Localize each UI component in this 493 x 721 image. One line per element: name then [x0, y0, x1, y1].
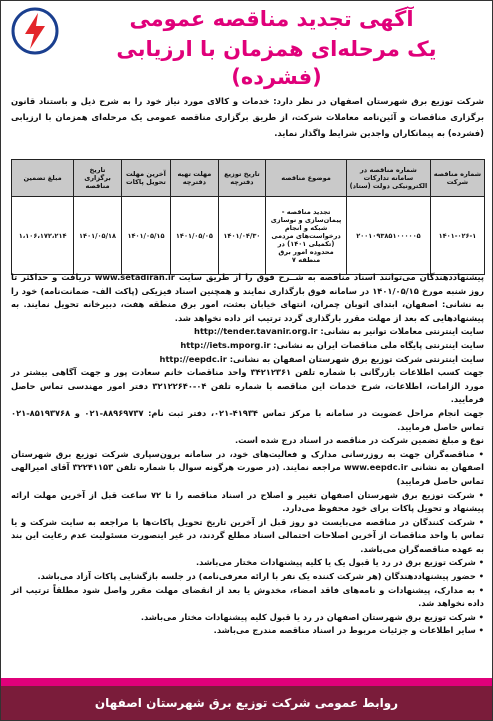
table-row [12, 197, 485, 275]
intro-paragraph: شرکت توزیع برق شهرستان اصفهان در نظر دارد: خدمات و کالای مورد نیاز خود را به شرح ذیل و باستناد قانون برگزاری مناقصات و آئین‌نامه معاملات شرکت، از طریق برگزاری مناقصه عمومی یک مرحله‌ای همزمان با ارزیابی (فشرده) به پیمانکاران واجدین شرایط واگذار نماید. [11, 96, 484, 138]
footer-banner: روابط عمومی شرکت توزیع برق شهرستان اصفهان [1, 686, 492, 720]
envelope-deadline: ۱۴۰۱/۰۵/۱۵ [121, 197, 170, 275]
table-header-cell: تاریخ توزیع دفترچه [218, 160, 266, 197]
booklet-deadline: ۱۴۰۱/۰۵/۰۵ [171, 197, 219, 275]
bullet-item: • شرکت کنندگان در مناقصه می‌بایست دو روز قبل از آخرین تاریخ تحویل پاکات‌ها با مراجعه به سایت شرکت و یا تماس با واحد مناقصات از آخرین اصلاحات احتمالی اسناد مطلع گردند، در غیر اینصورت مسئولیت عدم رعایت این بند به عهده مناقصه‌گران می‌باشد. [11, 516, 484, 554]
body-paragraph: پیشنهاددهندگان می‌توانند اسناد مناقصه به شــرح فوق را از طریق سایت www.setadiran.ir دریافت و حداکثر تا روز شنبه مورخ ۱۴۰۱/۰۵/۱۵ در سامانه فوق بارگذاری نمایند و همچنین اسناد فیزیکی (پاکت الف- ضمانت‌نامه) خود را به نشانی: اصفهان، ابتدای اتوبان چمران، انتهای خیابان بعثت، امور برق منطقه هفت، دبیرخانه تحویل نمایند. به پیشنهادهایی که بعد از مهلت مقرر بارگذاری گردد ترتیب اثر داده نخواهد شد. [11, 272, 484, 323]
notice-body [11, 271, 484, 638]
body-paragraph: جهت کسب اطلاعات بازرگانی با شماره تلفن ۳۴۲۱۲۳۶۱ واحد مناقصات خانم سعادت پور و جهت آگاهی بیشتر در مورد الزامات، اطلاعات، شرح خدمات این مناقصه با شماره تلفن ۰۴-۳۲۱۲۲۶۴۰ دفتر امور مهندسی تماس حاصل فرمایید. [11, 367, 485, 405]
booklet-distribution-date: ۱۴۰۱/۰۴/۳۰ [218, 197, 266, 275]
bullet-item: • سایر اطلاعات و جزئیات مربوط در اسناد مناقصه مندرج می‌باشد. [213, 625, 484, 636]
tavanir-logo-icon [11, 7, 59, 55]
bullet-item: • حضور پیشنهاددهندگان (هر شرکت کننده یک نفر با ارائه معرفی‌نامه) در جلسه بازگشایی پاکات آزاد می‌باشد. [37, 571, 484, 582]
bullet-item: • شرکت توزیع برق شهرستان اصفهان تغییر و اصلاح در اسناد مناقصه را تا ۷۲ ساعت قبل از آخرین مهلت ارائه پیشنهاد و تحویل پاکات برای خود محفوظ می‌دارد. [11, 489, 484, 514]
table-header-cell: موضوع مناقصه [266, 160, 347, 197]
footer-stripe [1, 678, 492, 686]
website-iets-link[interactable]: سایت اینترنتی پایگاه ملی مناقصات ایران به نشانی: http://iets.mporg.ir [180, 339, 484, 350]
website-tavanir-link[interactable]: سایت اینترنتی معاملات توانیر به نشانی: http://tender.tavanir.org.ir [194, 326, 484, 337]
bullet-item: • به مدارک، پیشنهادات و نامه‌های فاقد امضاء، مخدوش یا بعد از انقضای مهلت مقرر واصل شود مطلقاً ترتیب اثر داده نخواهد شد. [11, 584, 484, 609]
bullet-item: • مناقصه‌گران جهت به روزرسانی مدارک و فعالیت‌های خود، در سامانه برون‌سپاری شرکت توزیع برق شهرستان اصفهان به نشانی www.eepdc.ir مراجعه نمایند. (در صورت هرگونه سوال با شماره تلفن ۳۲۲۴۱۱۵۳ آقای امیرالهی تماس حاصل فرمایید) [11, 448, 484, 486]
bullet-item: • شرکت توزیع برق در رد یا قبول یک یا کلیه پیشنهادات مختار می‌باشد. [196, 557, 484, 568]
website-eepdc-link[interactable]: سایت اینترنتی شرکت توزیع برق شهرستان اصفهان به نشانی: http://eepdc.ir [159, 353, 484, 364]
opening-date: ۱۴۰۱/۰۵/۱۸ [74, 197, 122, 275]
title-line-1: آگهی تجدید مناقصه عمومی [129, 7, 414, 31]
table-header-cell: تاریخ برگزاری مناقصه [74, 160, 122, 197]
guarantee-amount: ۱،۱۰۶،۱۷۲،۲۱۴ [12, 197, 74, 275]
table-header-cell: مبلغ تضمین [12, 160, 74, 197]
table-header-cell: مهلت تهیه دفترچه [171, 160, 219, 197]
tender-subject: تجدید مناقصه - پیمان‌سازی و نوسازی شبکه و انجام درخواست‌های مردمی (تکمیلی ۱۴۰۱) در محدوده امور برق منطقه ۷ [266, 197, 347, 275]
body-paragraph: جهت انجام مراحل عضویت در سامانه با مرکز تماس ۴۱۹۳۴-۰۲۱، دفتر ثبت نام: ۸۸۹۶۹۷۳۷-۰۲۱ و ۸۵۱۹۳۷۶۸-۰۲۱ تماس حاصل فرمایید. [11, 407, 485, 432]
table-header-row [12, 160, 485, 197]
tender-table [11, 159, 485, 275]
setad-number: ۲۰۰۱۰۹۳۸۵۱۰۰۰۰۰۵ [346, 197, 430, 275]
title-line-2: یک مرحله‌ای همزمان با ارزیابی (فشرده) [116, 37, 437, 89]
bullet-item: • شرکت توزیع برق شهرستان اصفهان در رد یا قبول کلیه پیشنهادات مختار می‌باشد. [140, 611, 484, 622]
table-header-cell: شماره مناقصه در سامانه تدارکات الکترونیکی دولت (ستاد) [346, 160, 430, 197]
tender-number: ۱۴۰۱-۰۲۶-۱ [430, 197, 484, 275]
table-header-cell: شماره مناقصه شرکت [430, 160, 484, 197]
notice-header [1, 1, 492, 87]
table-header-cell: آخرین مهلت تحویل پاکات [121, 160, 170, 197]
body-paragraph: نوع و مبلغ تضمین شرکت در مناقصه در اسناد درج شده است. [234, 435, 484, 446]
